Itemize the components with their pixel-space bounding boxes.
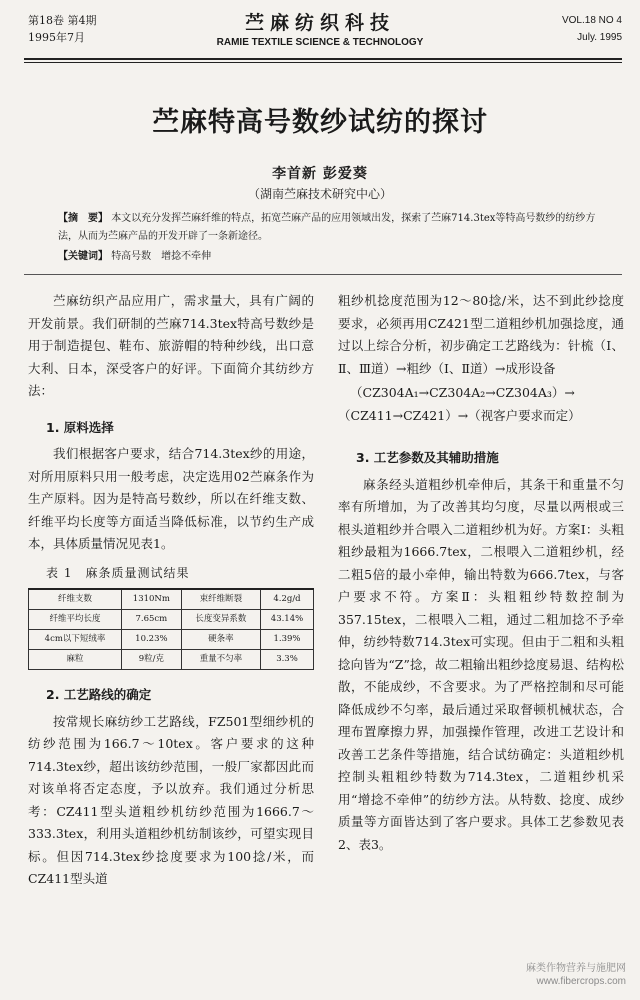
table-cell: 3.3% xyxy=(261,650,314,670)
article-affiliation: （湖南苎麻技术研究中心） xyxy=(247,187,392,201)
journal-name-en: RAMIE TEXTILE SCIENCE & TECHNOLOGY xyxy=(216,37,424,48)
volume-cn: 第18卷 第4期 xyxy=(28,14,97,27)
section-2-text: 按常规长麻纺纱工艺路线，FZ501型细纱机的纺纱范围为166.7～10tex。客户要求的这种714.3tex纱，超出该纺纱范围，一般厂家都因此而对该单将否定态度，予以放弃。我们通过分析思考：CZ411型头道粗纱机纺纱范围为1666.7～333.3tex，利用头道粗纱机纺制该纱，可望实现目标。但因714.3tex纱捻度要求为100捻/米，而CZ411型头道 xyxy=(28,713,314,886)
section-1-text: 我们根据客户要求，结合714.3tex纱的用途，对所用原料只用一般考虑，决定选用02苎麻条作为生产原料。因为是特高号数纱，所以在纤维支数、纤维平均长度等方面适当降低标准，以节约生产成本，具体质量情况见表1。 xyxy=(28,446,314,551)
abstract xyxy=(58,210,598,246)
journal-name-cn: 苎麻纺织科技 xyxy=(244,12,395,34)
intro-paragraph: 苎麻纺织产品应用广，需求量大，具有广阔的开发前景。我们研制的苎麻714.3tex特高号数纱是用于制造提包、鞋布、旅游帽的特种纱线，出口意大利、日本，深受客户的好评。下面简介其纺纱方法： xyxy=(28,293,314,398)
date-en: July. 1995 xyxy=(577,32,622,43)
section-1-heading: 1. 原料选择 xyxy=(46,419,114,435)
header-left xyxy=(28,12,97,46)
article-authors: 李首新 彭爱葵 xyxy=(272,166,368,182)
keywords-text: 特高号数 增捻不牵伸 xyxy=(111,251,212,262)
table-cell: 1310Nm xyxy=(122,589,182,610)
table-cell: 10.23% xyxy=(122,630,182,650)
watermark-line-2: www.fibercrops.com xyxy=(536,976,626,987)
abstract-separator xyxy=(24,274,622,275)
table-cell: 43.14% xyxy=(261,610,314,630)
process-flow-line-2: （CZ411→CZ421）→（视客户要求而定） xyxy=(338,407,581,423)
process-flow-line-1: （CZ304A₁→CZ304A₂→CZ304A₃）→ xyxy=(350,385,575,400)
process-route-paragraph: 粗纱机捻度范围为12～80捻/米，达不到此纱捻度要求，必须再用CZ421型二道粗纱机加强捻度，通过以上综合分析，初步确定工艺路线为：针梳（Ⅰ、Ⅱ、Ⅲ道）→粗纱（Ⅰ、Ⅱ道）→成形设备 xyxy=(338,293,624,376)
header-rule-thin xyxy=(24,62,622,63)
right-column xyxy=(338,290,624,856)
header-rule xyxy=(24,58,622,60)
article-title: 苎麻特高号数纱试纺的探讨 xyxy=(152,107,488,138)
table-row xyxy=(29,630,314,650)
header-right xyxy=(562,12,622,46)
table-row xyxy=(29,610,314,630)
volume-en: VOL.18 NO 4 xyxy=(561,15,622,26)
abstract-text: 本文以充分发挥苎麻纤维的特点，拓宽苎麻产品的应用领域出发，探索了苎麻714.3tex等特高号数纱的纺纱方法，从而为苎麻产品的开发开辟了一条新途径。 xyxy=(58,213,596,242)
date-cn: 1995年7月 xyxy=(28,31,85,44)
table-row xyxy=(29,650,314,670)
table-1 xyxy=(28,588,314,670)
table-1-caption: 表 1 麻条质量测试结果 xyxy=(46,565,190,580)
keywords-label: 【关键词】 xyxy=(58,251,108,262)
table-cell: 4.2g/d xyxy=(261,589,314,610)
table-cell: 束纤维断裂 xyxy=(181,589,260,610)
table-cell: 硬条率 xyxy=(181,630,260,650)
process-flow xyxy=(338,382,624,427)
table-cell: 纤维支数 xyxy=(29,589,122,610)
table-cell: 长度变异系数 xyxy=(181,610,260,630)
running-header xyxy=(0,0,640,70)
watermark-line-1: 麻类作物营养与施肥网 xyxy=(526,963,626,974)
table-cell: 纤维平均长度 xyxy=(29,610,122,630)
table-cell: 4cm以下短绒率 xyxy=(29,630,122,650)
table-cell: 麻粒 xyxy=(29,650,122,670)
section-3-heading: 3. 工艺参数及其辅助措施 xyxy=(356,450,499,465)
keywords xyxy=(58,249,598,265)
watermark xyxy=(526,962,626,988)
section-3-text: 麻条经头道粗纱机牵伸后，其条干和重量不匀率有所增加，为了改善其均匀度，尽量以两根或三根头道粗纱并合喂入二道粗纱机为好。方案Ⅰ：头粗粗纱最粗为1666.7tex，二根喂入二道粗纱机，经二粗5倍的最小牵伸，输出特数为666.7tex，与客户要求不符。方案Ⅱ：头粗粗纱特数控制为357.15tex，二根喂入二粗，通过二粗加捻不予牵伸，纺纱特数714.3tex可实现。但由于二粗和头粗捻向皆为“Z”捻，故二粗输出粗纱捻度易退、结构松散，不能成纱，不含要求。为了严格控制和尽可能降低成纱不匀率，最后通过采取督顿机械状态，合理布置摩擦力界，加强操作管理，改进工艺设计和改善工艺条件等措施，结合试纺确定：头道粗纱机控制头粗粗纱特数为714.3tex，二道粗纱机采用“增捻不牵伸”的纺纱方法。从特数、捻度、成纱质量等方面皆达到了客户要求。具体工艺参数见表2、表3。 xyxy=(338,476,624,852)
left-column xyxy=(28,290,314,891)
table-row xyxy=(29,589,314,610)
section-2-heading: 2. 工艺路线的确定 xyxy=(46,687,152,702)
abstract-label: 【摘 要】 xyxy=(58,213,108,224)
table-cell: 9粒/克 xyxy=(122,650,182,670)
header-journal xyxy=(180,8,460,48)
table-cell: 1.39% xyxy=(261,630,314,650)
table-cell: 重量不匀率 xyxy=(181,650,260,670)
table-cell: 7.65cm xyxy=(122,610,182,630)
